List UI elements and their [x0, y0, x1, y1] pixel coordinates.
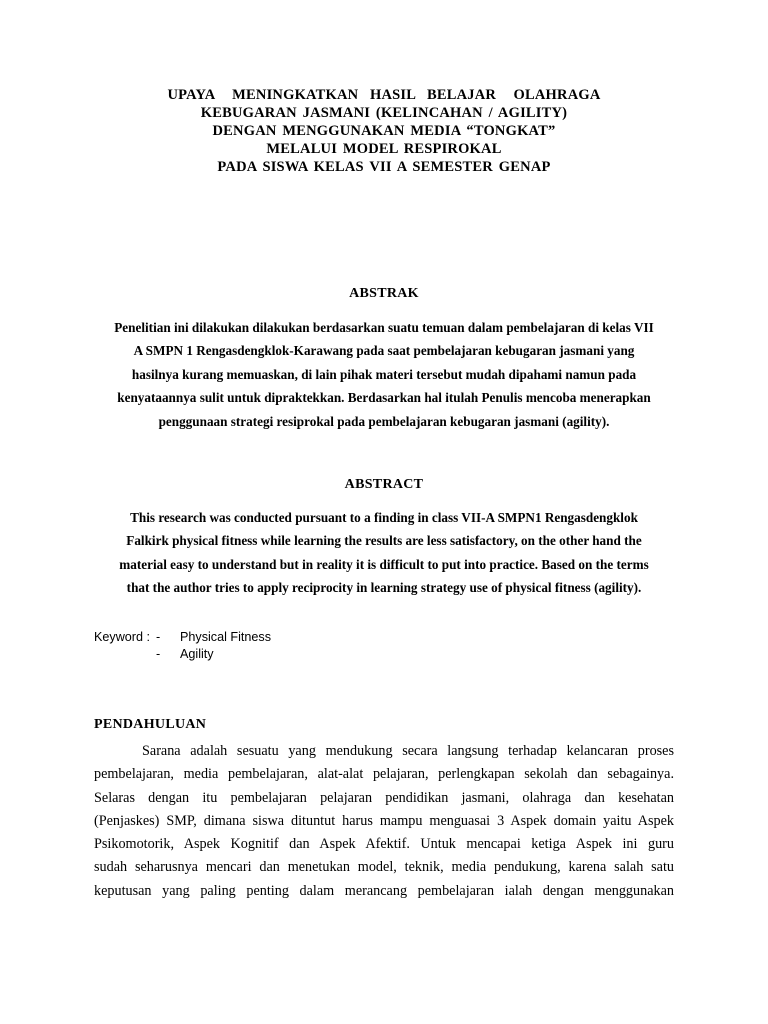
- body-line: pembelajaran, media pembelajaran, alat-alat pelajaran, perlengkapan sekolah dan sebagainya.: [94, 766, 674, 783]
- body-line: keputusan yang paling penting dalam merancang pembelajaran ialah dengan menggunakan: [94, 882, 674, 899]
- abstrak-line: Penelitian ini dilakukan dilakukan berdasarkan suatu temuan dalam pembelajaran di kelas VII: [114, 320, 654, 335]
- body-line: Selaras dengan itu pembelajaran pelajaran pendidikan jasmani, olahraga dan kesehatan: [94, 789, 674, 806]
- pendahuluan-heading: PENDAHULUAN: [94, 717, 207, 732]
- abstract-line: Falkirk physical fitness while learning the results are less satisfactory, on the other hand the: [126, 533, 642, 549]
- keyword-row: [94, 629, 271, 646]
- keyword-item: Agility: [180, 647, 214, 661]
- abstrak-line: A SMPN 1 Rengasdengklok-Karawang pada saat pembelajaran kebugaran jasmani yang: [133, 343, 635, 359]
- keyword-dash: -: [156, 630, 161, 644]
- keyword-label: Keyword :: [94, 630, 150, 644]
- title-line: UPAYA MENINGKATKAN HASIL BELAJAR OLAHRAGA: [167, 87, 601, 103]
- body-line: (Penjaskes) SMP, dimana siswa dituntut harus mampu menguasai 3 Aspek domain yaitu Aspek: [94, 812, 674, 829]
- abstract-line: that the author tries to apply reciprocity in learning strategy use of physical fitness (agility).: [126, 580, 642, 596]
- abstract-body: [90, 506, 678, 600]
- pendahuluan-body: [94, 740, 674, 903]
- keyword-item: Physical Fitness: [180, 630, 271, 644]
- body-line: sudah seharusnya mencari dan menetukan model, teknik, media pendukung, karena salah satu: [94, 859, 674, 876]
- keyword-row: [94, 646, 271, 663]
- abstract-line: This research was conducted pursuant to a finding in class VII-A SMPN1 Rengasdengklok: [130, 510, 638, 525]
- title-line: MELALUI MODEL RESPIROKAL: [266, 141, 502, 157]
- title-line: KEBUGARAN JASMANI (KELINCAHAN / AGILITY): [200, 105, 568, 121]
- abstrak-heading: ABSTRAK: [349, 286, 419, 301]
- title-line: PADA SISWA KELAS VII A SEMESTER GENAP: [217, 159, 551, 175]
- body-line: Psikomotorik, Aspek Kognitif dan Aspek Afektif. Untuk mencapai ketiga Aspek ini guru: [94, 836, 674, 853]
- abstrak-body: [90, 316, 678, 433]
- body-line: Sarana adalah sesuatu yang mendukung secara langsung terhadap kelancaran proses: [142, 743, 674, 759]
- paper-title: [94, 86, 674, 176]
- keywords-block: [94, 629, 271, 663]
- title-line: DENGAN MENGGUNAKAN MEDIA “TONGKAT”: [212, 123, 556, 139]
- abstrak-line: hasilnya kurang memuaskan, di lain pihak materi tersebut mudah dipahami namun pada: [131, 366, 637, 382]
- abstrak-line: kenyataannya sulit untuk dipraktekkan. Berdasarkan hal itulah Penulis mencoba menerapkan: [117, 390, 651, 406]
- abstrak-line: penggunaan strategi resiprokal pada pembelajaran kebugaran jasmani (agility).: [158, 413, 610, 429]
- abstract-line: material easy to understand but in reality it is difficult to put into practice. Based on the terms: [119, 556, 649, 572]
- keyword-dash: -: [156, 647, 161, 661]
- abstract-heading: ABSTRACT: [344, 477, 424, 492]
